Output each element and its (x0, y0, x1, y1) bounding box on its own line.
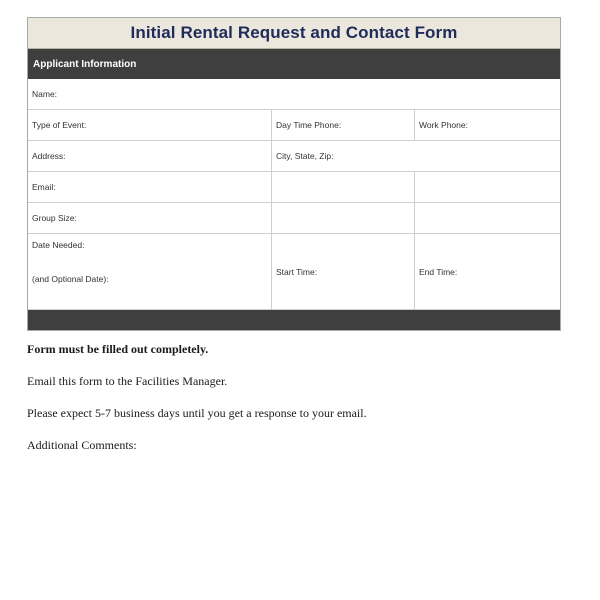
email-field[interactable] (28, 172, 271, 202)
row-email (28, 172, 560, 203)
rental-request-form (27, 17, 561, 331)
group-size-label: Group Size: (32, 213, 77, 223)
address-field[interactable] (28, 141, 271, 171)
end-time-label: End Time: (419, 266, 458, 277)
date-needed-field[interactable] (28, 234, 271, 309)
group-size-extra-cell-2[interactable] (414, 203, 560, 233)
response-time-note: Please expect 5-7 business days until you get a response to your email. (27, 406, 367, 420)
day-time-phone-field[interactable] (271, 110, 414, 140)
group-size-field[interactable] (28, 203, 271, 233)
additional-comments-label: Additional Comments: (27, 438, 137, 452)
form-notes (27, 342, 567, 470)
email-instruction: Email this form to the Facilities Manager. (27, 374, 228, 388)
email-extra-cell-2[interactable] (414, 172, 560, 202)
city-state-zip-field[interactable] (271, 141, 560, 171)
date-needed-label: Date Needed: (32, 240, 85, 250)
row-name (28, 79, 560, 110)
work-phone-field[interactable] (414, 110, 560, 140)
start-time-label: Start Time: (276, 266, 318, 277)
type-of-event-label: Type of Event: (32, 120, 87, 130)
email-label: Email: (32, 182, 56, 192)
optional-date-label: (and Optional Date): (32, 274, 109, 284)
form-footer-bar (28, 309, 560, 330)
city-state-zip-label: City, State, Zip: (276, 151, 334, 161)
form-title: Initial Rental Request and Contact Form (130, 23, 458, 42)
name-label: Name: (32, 89, 58, 99)
work-phone-label: Work Phone: (419, 120, 468, 130)
day-time-phone-label: Day Time Phone: (276, 120, 342, 130)
form-title-bar (28, 18, 560, 49)
row-group-size (28, 203, 560, 234)
row-event-phones (28, 110, 560, 141)
required-note: Form must be filled out completely. (27, 342, 209, 356)
row-address (28, 141, 560, 172)
end-time-field[interactable] (414, 234, 560, 309)
email-extra-cell-1[interactable] (271, 172, 414, 202)
row-dates (28, 234, 560, 309)
address-label: Address: (32, 151, 66, 161)
section-title: Applicant Information (33, 58, 137, 70)
section-header-applicant (28, 49, 560, 79)
name-field[interactable] (28, 79, 560, 109)
start-time-field[interactable] (271, 234, 414, 309)
type-of-event-field[interactable] (28, 110, 271, 140)
group-size-extra-cell-1[interactable] (271, 203, 414, 233)
